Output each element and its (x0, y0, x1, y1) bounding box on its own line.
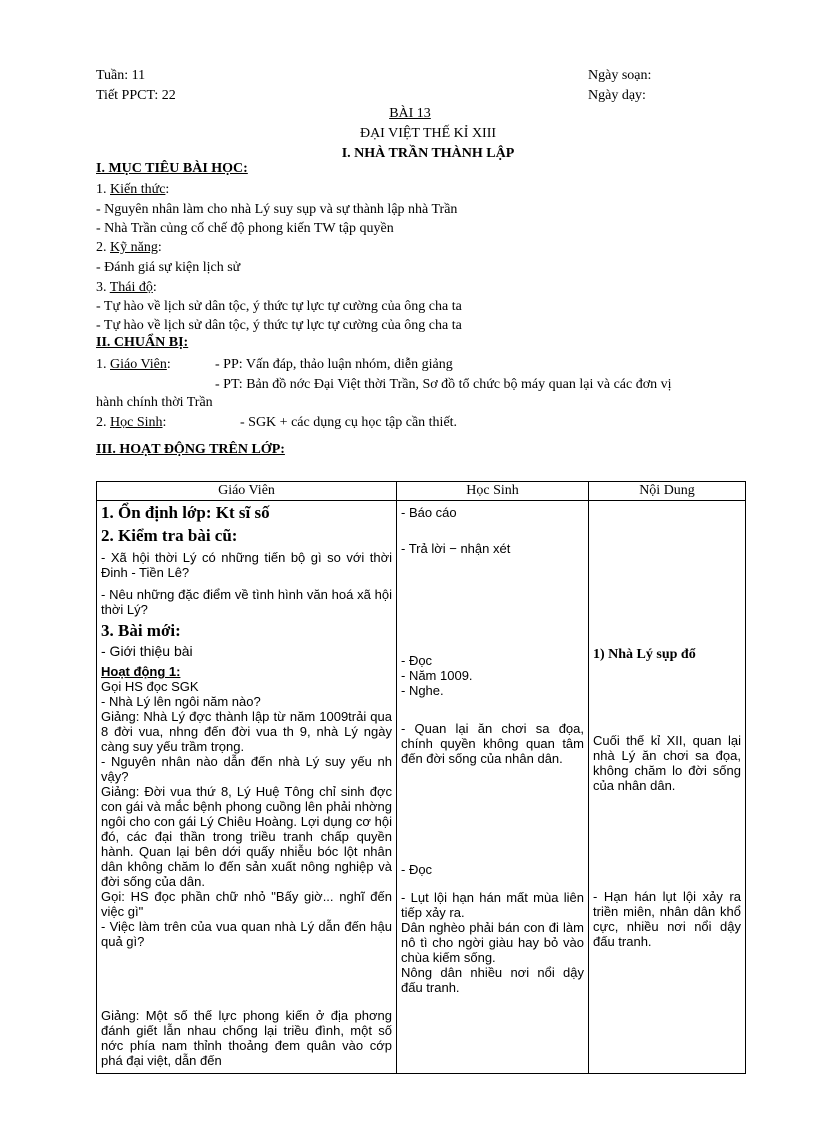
teacher-text: - Nhà Lý lên ngôi năm nào? (101, 694, 261, 709)
teacher-methods: - PP: Vấn đáp, thảo luận nhóm, diễn giảng (215, 357, 453, 372)
step-heading: 1. Ổn định lớp: Kt sĩ số (101, 503, 270, 522)
student-heading: 2. Học Sinh: (96, 415, 167, 430)
attitude-heading: 3. Thái độ: (96, 280, 157, 295)
knowledge-item: - Nguyên nhân làm cho nhà Lý suy sụp và sự thành lập nhà Trần (96, 202, 458, 217)
content-heading: 1) Nhà Lý sụp đổ (593, 647, 696, 662)
teacher-text: - Việc làm trên của vua quan nhà Lý dẫn đến hậu quả gì? (101, 919, 392, 949)
teacher-text: - Nguyên nhân nào dẫn đến nhà Lý suy yếu nh vậy? (101, 754, 392, 784)
student-label: Học Sinh (110, 415, 163, 430)
content-text: - Hạn hán lụt lội xảy ra triền miên, nhân dân khổ cực, nhiều nơi nổi dậy đấu tranh. (593, 889, 741, 949)
teacher-column (97, 501, 397, 1074)
lesson-topic: ĐẠI VIỆT THẾ KỈ XIII (359, 126, 497, 141)
student-text: Nông dân nhiều nơi nổi dậy đấu tranh. (401, 965, 584, 995)
student-text: - Đọc (401, 862, 433, 877)
teacher-text: Giảng: Đời vua thứ 8, Lý Huệ Tông chỉ sinh đợc con gái và mắc bệnh phong cuồng lên phải nhờng ngôi cho con gái Lý Chiêu Hoàng. Lợi dụng cơ hội đó, các đại thần trong triều tranh chấp quyền hành. Quan lại bên dới quấy nhiễu bóc lột nhân dân không chăm lo đến sản xuất nông nghiệp và đời sống của dân. (101, 784, 392, 889)
intro-text: - Giới thiệu bài (101, 643, 193, 659)
section-activities-heading: III. HOẠT ĐỘNG TRÊN LỚP: (96, 442, 285, 457)
teacher-label: Giáo Viên (110, 357, 167, 372)
student-materials: - SGK + các dụng cụ học tập cần thiết. (240, 415, 458, 430)
lesson-number: BÀI 13 (389, 106, 431, 121)
content-column (589, 501, 746, 1074)
section-objectives-heading: I. MỤC TIÊU BÀI HỌC: (96, 161, 248, 176)
attitude-item: - Tự hào về lịch sử dân tộc, ý thức tự lực tự cường của ông cha ta (96, 318, 462, 333)
student-text: Dân nghèo phải bán con đi làm nô tì cho ngời giàu hay bỏ vào chùa kiếm sống. (401, 920, 584, 965)
skills-item: - Đánh giá sự kiện lịch sử (96, 260, 241, 275)
step-heading: 3. Bài mới: (101, 621, 181, 640)
table-body-row (97, 501, 746, 1074)
lesson-subtopic: I. NHÀ TRẦN THÀNH LẬP (341, 146, 515, 161)
teacher-text: Giảng: Một số thế lực phong kiến ở địa phơng đánh giết lẫn nhau chống lại triều đình, một số nớc phía nam thỉnh thoảng đem quân vào cớp phá đại việt, dẫn đến (101, 1008, 392, 1068)
table-header-row (97, 482, 746, 501)
teacher-heading: 1. Giáo Viên: (96, 357, 171, 372)
header-content: Nội Dung (589, 482, 746, 501)
activities-table (96, 481, 746, 1074)
student-text: - Trả lời − nhận xét (401, 541, 511, 556)
teacher-text: Gọi: HS đọc phần chữ nhỏ "Bấy giờ... nghĩ đến việc gì" (101, 889, 392, 919)
review-question: - Xã hội thời Lý có những tiến bộ gì so với thời Đinh - Tiền Lê? (101, 550, 392, 580)
student-text: - Đọc (401, 653, 433, 668)
prep-date-label: Ngày soạn: (588, 68, 652, 83)
knowledge-label: Kiến thức (110, 182, 166, 197)
student-column (397, 501, 589, 1074)
week-label: Tuần: 11 (96, 68, 146, 83)
skills-heading: 2. Kỹ năng: (96, 240, 162, 255)
student-text: - Quan lại ăn chơi sa đọa, chính quyền không quan tâm đến đời sống của nhân dân. (401, 721, 584, 766)
review-question: - Nêu những đặc điểm về tình hình văn hoá xã hội thời Lý? (101, 587, 392, 617)
skills-label: Kỹ năng (110, 240, 158, 255)
section-preparation-heading: II. CHUẨN BỊ: (96, 335, 189, 350)
step-heading: 2. Kiểm tra bài cũ: (101, 526, 238, 545)
header-teacher: Giáo Viên (97, 482, 397, 501)
teacher-materials: - PT: Bản đồ nớc Đại Việt thời Trần, Sơ đồ tổ chức bộ máy quan lại và các đơn vị (215, 377, 672, 392)
knowledge-item: - Nhà Trần củng cố chế độ phong kiến TW tập quyền (96, 221, 394, 236)
knowledge-heading: 1. Kiến thức: (96, 182, 170, 197)
student-text: - Nghe. (401, 683, 444, 698)
student-text: - Lụt lội hạn hán mất mùa liên tiếp xảy ra. (401, 890, 584, 920)
teach-date-label: Ngày dạy: (588, 88, 646, 103)
content-text: Cuối thế kỉ XII, quan lại nhà Lý ăn chơi sa đọa, không chăm lo đời sống của nhân dân. (593, 733, 741, 793)
period-label: Tiết PPCT: 22 (96, 88, 176, 103)
student-text: - Năm 1009. (401, 668, 473, 683)
teacher-materials-cont: hành chính thời Trần (96, 395, 213, 410)
student-text: - Báo cáo (401, 505, 457, 520)
activity-heading: Hoạt động 1: (101, 664, 181, 679)
teacher-text: Giảng: Nhà Lý đợc thành lập từ năm 1009trải qua 8 đời vua, nhng đến đời vua th 9, nhà Lý ngày càng suy yếu trầm trọng. (101, 709, 392, 754)
teacher-text: Gọi HS đọc SGK (101, 679, 199, 694)
attitude-item: - Tự hào về lịch sử dân tộc, ý thức tự lực tự cường của ông cha ta (96, 299, 462, 314)
attitude-label: Thái độ (109, 280, 153, 295)
header-student: Học Sinh (397, 482, 589, 501)
